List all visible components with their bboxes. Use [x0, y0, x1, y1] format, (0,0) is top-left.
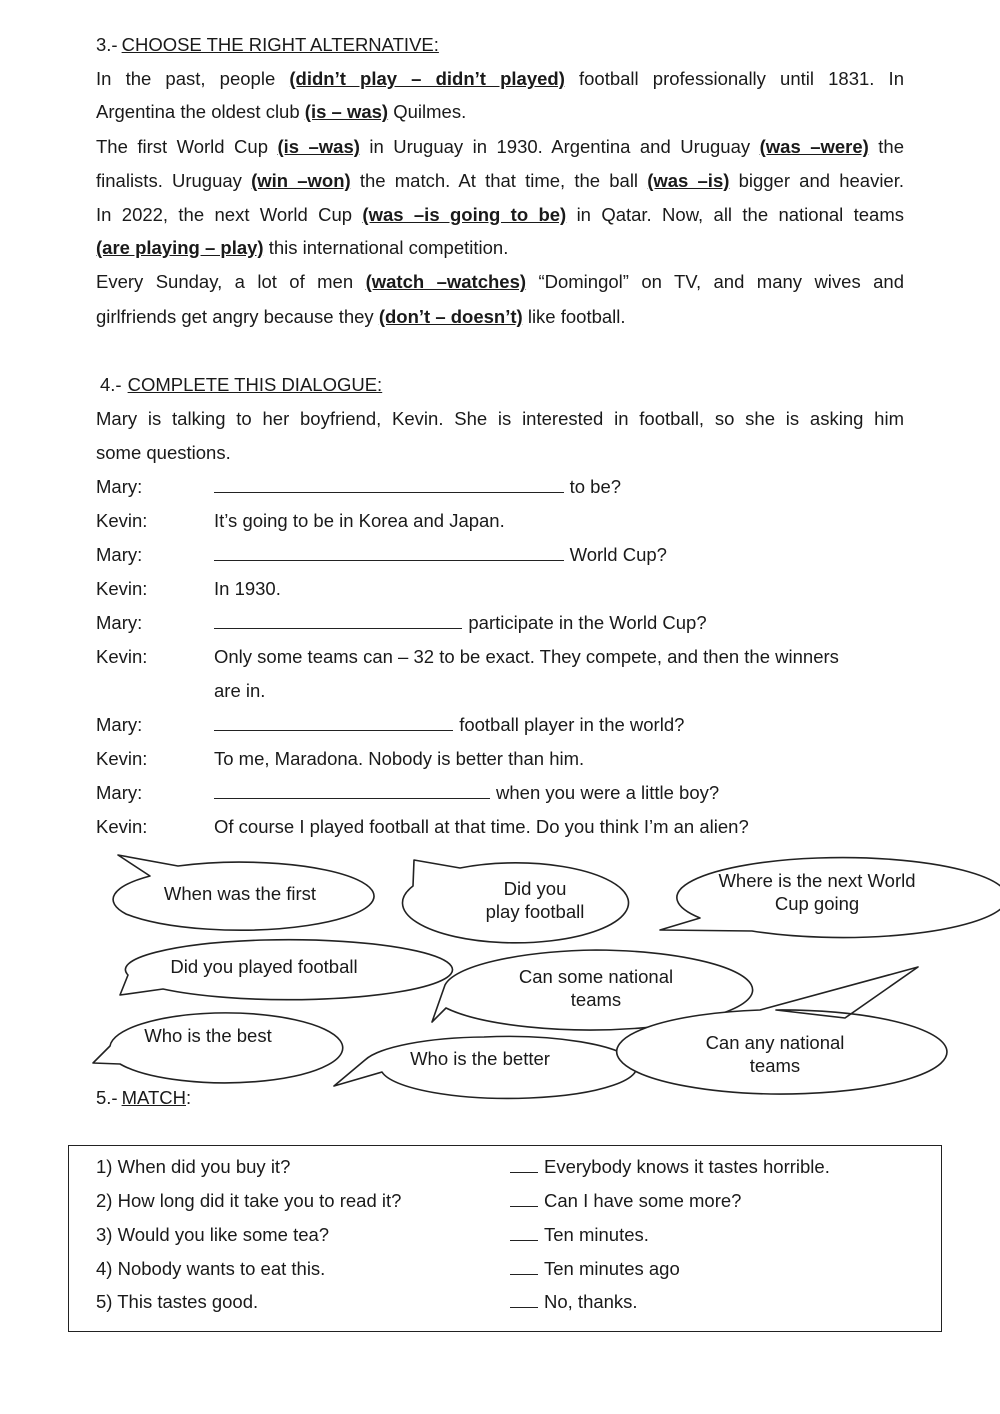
section-3-line — [96, 306, 904, 328]
answer-blank[interactable] — [214, 478, 564, 493]
sentence-text: girlfriends get angry because they — [96, 306, 379, 327]
answer-options[interactable]: (is –was) — [277, 136, 360, 157]
match-blank[interactable] — [510, 1226, 538, 1241]
dialogue-text: World Cup? — [569, 544, 667, 565]
match-question: 5) This tastes good. — [96, 1291, 259, 1312]
bubble-3-line-1: Where is the next World — [718, 870, 916, 891]
section-5-number: 5.- — [96, 1087, 118, 1108]
answer-options[interactable]: (was –is going to be) — [362, 204, 567, 225]
bubble-5-line-2: teams — [570, 989, 622, 1010]
section-3-number: 3.- — [96, 34, 118, 55]
section-4-number: 4.- — [100, 374, 122, 395]
section-3-line — [96, 204, 904, 226]
section-3-line — [96, 237, 904, 259]
bubble-6 — [118, 1024, 298, 1047]
section-5-title: MATCH — [121, 1087, 186, 1108]
answer-options[interactable]: (are playing – play) — [96, 237, 264, 258]
dialogue-line — [214, 646, 839, 668]
match-answer-row — [510, 1224, 649, 1246]
sentence-text: bigger and heavier. — [729, 170, 904, 191]
bubble-5-line-1: Can some national — [518, 966, 674, 987]
sentence-text: the — [868, 136, 905, 157]
section-5-heading — [96, 1087, 904, 1109]
bubble-8-line-1: Can any national — [705, 1032, 845, 1053]
sentence-text: finalists. Uruguay — [96, 170, 252, 191]
section-3-line — [96, 271, 904, 293]
dialogue-text-continued: are in. — [214, 680, 266, 701]
dialogue-line — [214, 748, 584, 770]
dialogue-text: when you were a little boy? — [496, 782, 720, 803]
dialogue-speaker: Kevin: — [96, 646, 148, 667]
section-3-title: CHOOSE THE RIGHT ALTERNATIVE: — [121, 34, 439, 55]
answer-options[interactable]: (win –won) — [251, 170, 351, 191]
bubble-7-line-1: Who is the better — [410, 1048, 550, 1069]
answer-blank[interactable] — [214, 784, 490, 799]
answer-blank[interactable] — [214, 614, 462, 629]
bubble-1 — [120, 882, 360, 905]
answer-options[interactable]: (didn’t play – didn’t played) — [289, 68, 565, 89]
bubble-6-line-1: Who is the best — [144, 1025, 272, 1046]
match-answer: No, thanks. — [544, 1291, 638, 1312]
bubble-2-line-1: Did you — [503, 878, 567, 899]
dialogue-speaker: Kevin: — [96, 748, 148, 769]
dialogue-text: Only some teams can – 32 to be exact. They compete, and then the winners — [214, 646, 839, 667]
section-5-colon: : — [186, 1087, 192, 1108]
sentence-text: in Uruguay in 1930. Argentina and Uruguay — [359, 136, 760, 157]
match-blank[interactable] — [510, 1192, 538, 1207]
dialogue-text: to be? — [569, 476, 622, 497]
dialogue-text: It’s going to be in Korea and Japan. — [214, 510, 505, 531]
dialogue-speaker: Kevin: — [96, 816, 148, 837]
sentence-text: Quilmes. — [388, 101, 467, 122]
match-answer: Can I have some more? — [544, 1190, 742, 1211]
section-3-line — [96, 68, 904, 90]
dialogue-speaker: Mary: — [96, 476, 143, 497]
bubble-2-line-2: play football — [485, 901, 585, 922]
answer-options[interactable]: (watch –watches) — [365, 271, 527, 292]
answer-blank[interactable] — [214, 716, 453, 731]
dialogue-line — [214, 510, 505, 532]
bubble-4 — [134, 955, 394, 978]
bubble-3 — [687, 869, 947, 915]
match-answer-row — [510, 1258, 680, 1280]
dialogue-speaker: Mary: — [96, 612, 143, 633]
bubble-3-line-2: Cup going — [774, 893, 860, 914]
dialogue-text: Of course I played football at that time. Do you think I’m an alien? — [214, 816, 749, 837]
dialogue-text: To me, Maradona. Nobody is better than him. — [214, 748, 585, 769]
sentence-text: the match. At that time, the ball — [350, 170, 648, 191]
dialogue-line — [214, 476, 621, 498]
bubble-8 — [655, 1031, 895, 1077]
match-answer: Ten minutes. — [544, 1224, 649, 1245]
dialogue-speaker: Mary: — [96, 544, 143, 565]
dialogue-speaker: Mary: — [96, 782, 143, 803]
section-4-intro-line-1: Mary is talking to her boyfriend, Kevin. She is interested in football, so she is asking him — [96, 408, 904, 429]
sentence-text: In 2022, the next World Cup — [96, 204, 363, 225]
section-4-heading — [100, 374, 908, 396]
sentence-text: like football. — [522, 306, 626, 327]
dialogue-speaker: Mary: — [96, 714, 143, 735]
sentence-text: in Qatar. Now, all the national teams — [566, 204, 904, 225]
match-answer-row — [510, 1156, 830, 1178]
match-question: 3) Would you like some tea? — [96, 1224, 330, 1245]
bubble-5 — [476, 965, 716, 1011]
sentence-text: football professionally until 1831. In — [564, 68, 904, 89]
dialogue-text: football player in the world? — [459, 714, 685, 735]
match-blank[interactable] — [510, 1158, 538, 1173]
section-3-heading — [96, 34, 904, 56]
bubble-1-line-1: When was the first — [163, 883, 317, 904]
section-3-line — [96, 101, 904, 123]
answer-options[interactable]: (was –is) — [647, 170, 730, 191]
dialogue-speaker: Kevin: — [96, 510, 148, 531]
bubble-7 — [380, 1047, 580, 1070]
answer-options[interactable]: (was –were) — [759, 136, 869, 157]
dialogue-line — [214, 816, 749, 838]
match-answer: Everybody knows it tastes horrible. — [544, 1156, 830, 1177]
sentence-text: The first World Cup — [96, 136, 278, 157]
dialogue-line — [214, 544, 667, 566]
match-blank[interactable] — [510, 1293, 538, 1308]
answer-options[interactable]: (is – was) — [304, 101, 389, 122]
answer-options[interactable]: (don’t – doesn’t) — [378, 306, 523, 327]
bubble-4-line-1: Did you played football — [170, 956, 358, 977]
bubble-8-line-2: teams — [749, 1055, 801, 1076]
section-3-line — [96, 170, 904, 192]
section-3-line — [96, 136, 904, 158]
match-question: 2) How long did it take you to read it? — [96, 1190, 402, 1211]
section-4-title: COMPLETE THIS DIALOGUE: — [127, 374, 383, 395]
dialogue-speaker: Kevin: — [96, 578, 148, 599]
dialogue-line — [214, 578, 281, 600]
bubble-2 — [440, 877, 630, 923]
dialogue-text: participate in the World Cup? — [468, 612, 707, 633]
section-4-intro-line-2: some questions. — [96, 442, 231, 463]
match-answer-row — [510, 1190, 741, 1212]
sentence-text: Every Sunday, a lot of men — [96, 271, 366, 292]
match-blank[interactable] — [510, 1260, 538, 1275]
match-answer: Ten minutes ago — [544, 1258, 680, 1279]
match-answer-row — [510, 1291, 638, 1313]
dialogue-line — [214, 714, 684, 736]
dialogue-line — [214, 612, 707, 634]
match-question: 4) Nobody wants to eat this. — [96, 1258, 326, 1279]
sentence-text: “Domingol” on TV, and many wives and — [526, 271, 904, 292]
sentence-text: this international competition. — [263, 237, 509, 258]
match-question: 1) When did you buy it? — [96, 1156, 291, 1177]
dialogue-line — [214, 782, 719, 804]
sentence-text: Argentina the oldest club — [96, 101, 305, 122]
dialogue-text: In 1930. — [214, 578, 281, 599]
sentence-text: In the past, people — [96, 68, 290, 89]
answer-blank[interactable] — [214, 546, 564, 561]
